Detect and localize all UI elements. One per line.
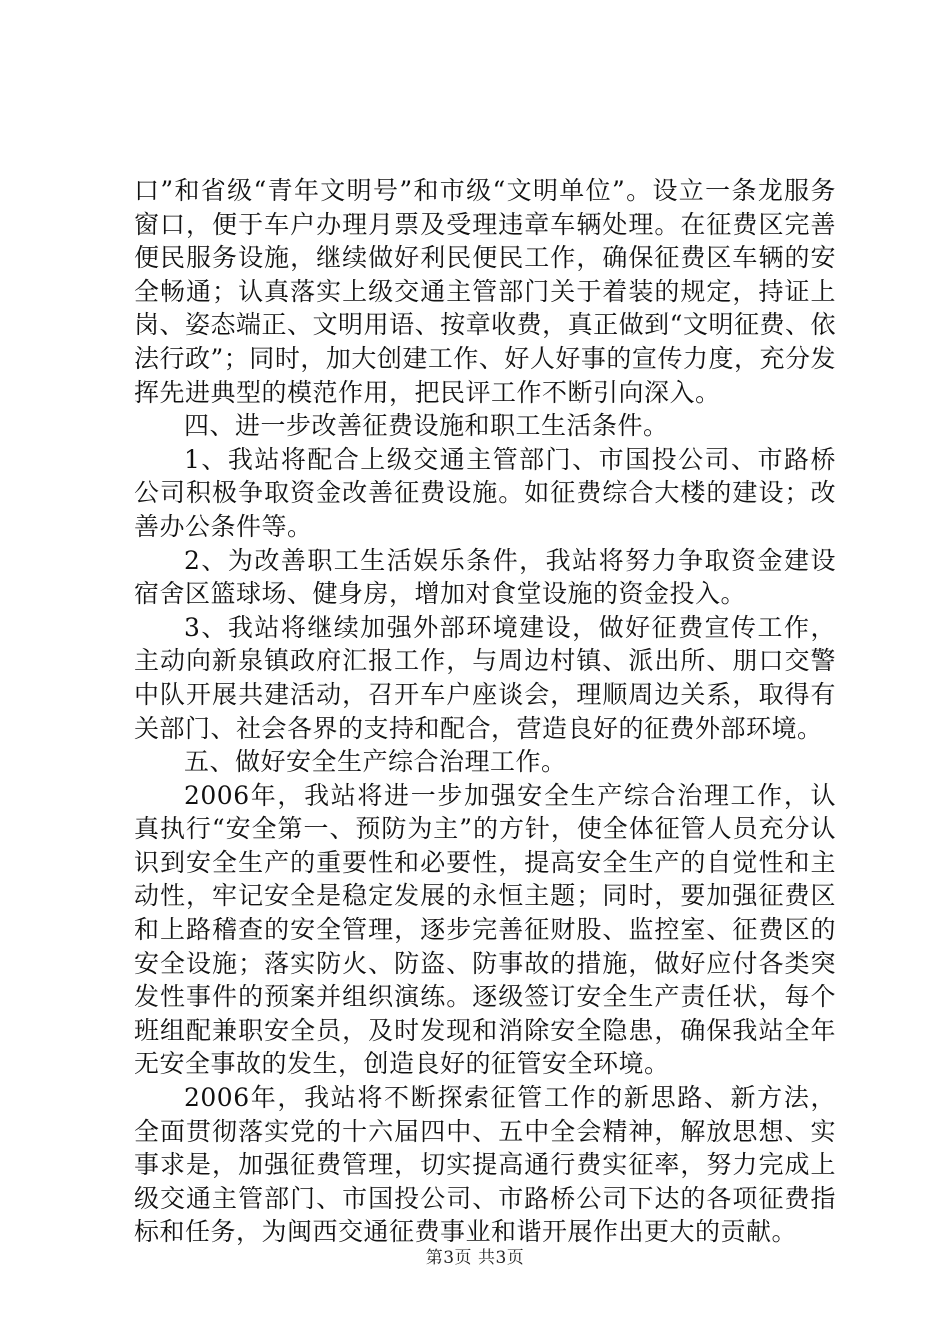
paragraph-continuation: 口”和省级“青年文明号”和市级“文明单位”。设立一条龙服务窗口，便于车户办理月票及受理违章车辆处理。在征费区完善便民服务设施，继续做好利民便民工作，确保征费区车辆的安全畅通；认真落实上级交通主管部门关于着装的规定，持证上岗、姿态端正、文明用语、按章收费，真正做到“文明征费、依法行政”；同时，加大创建工作、好人好事的宣传力度，充分发挥先进典型的模范作用，把民评工作不断引向深入。 (134, 176, 836, 407)
list-item-1: 1、我站将配合上级交通主管部门、市国投公司、市路桥公司积极争取资金改善征费设施。如征费综合大楼的建设；改善办公条件等。 (134, 444, 836, 541)
page-number-label: 第3页 共3页 (425, 1248, 525, 1268)
document-body (134, 174, 836, 1249)
paragraph-safety: 2006年，我站将进一步加强安全生产综合治理工作，认真执行“安全第一、预防为主”的方针，使全体征管人员充分认识到安全生产的重要性和必要性，提高安全生产的自觉性和主动性，牢记安全是稳定发展的永恒主题；同时，要加强征费区和上路稽查的安全管理，逐步完善征财股、监控室、征费区的安全设施；落实防火、防盗、防事故的措施，做好应付各类突发性事件的预案并组织演练。逐级签订安全生产责任状，每个班组配兼职安全员，及时发现和消除安全隐患，确保我站全年无安全事故的发生，创造良好的征管安全环境。 (134, 780, 836, 1079)
list-item-3: 3、我站将继续加强外部环境建设，做好征费宣传工作，主动向新泉镇政府汇报工作，与周边村镇、派出所、朋口交警中队开展共建活动，召开车户座谈会，理顺周边关系，取得有关部门、社会各界的支持和配合，营造良好的征费外部环境。 (134, 612, 836, 743)
paragraph-conclusion: 2006年，我站将不断探索征管工作的新思路、新方法，全面贯彻落实党的十六届四中、五中全会精神，解放思想、实事求是，加强征费管理，切实提高通行费实征率，努力完成上级交通主管部门、市国投公司、市路桥公司下达的各项征费指标和任务，为闽西交通征费事业和谐开展作出更大的贡献。 (134, 1083, 836, 1247)
page-footer (0, 1243, 950, 1268)
list-item-2: 2、为改善职工生活娱乐条件，我站将努力争取资金建设宿舍区篮球场、健身房，增加对食堂设施的资金投入。 (134, 545, 836, 609)
section-heading-5: 五、做好安全生产综合治理工作。 (184, 747, 567, 777)
section-heading-4: 四、进一步改善征费设施和职工生活条件。 (184, 411, 669, 441)
